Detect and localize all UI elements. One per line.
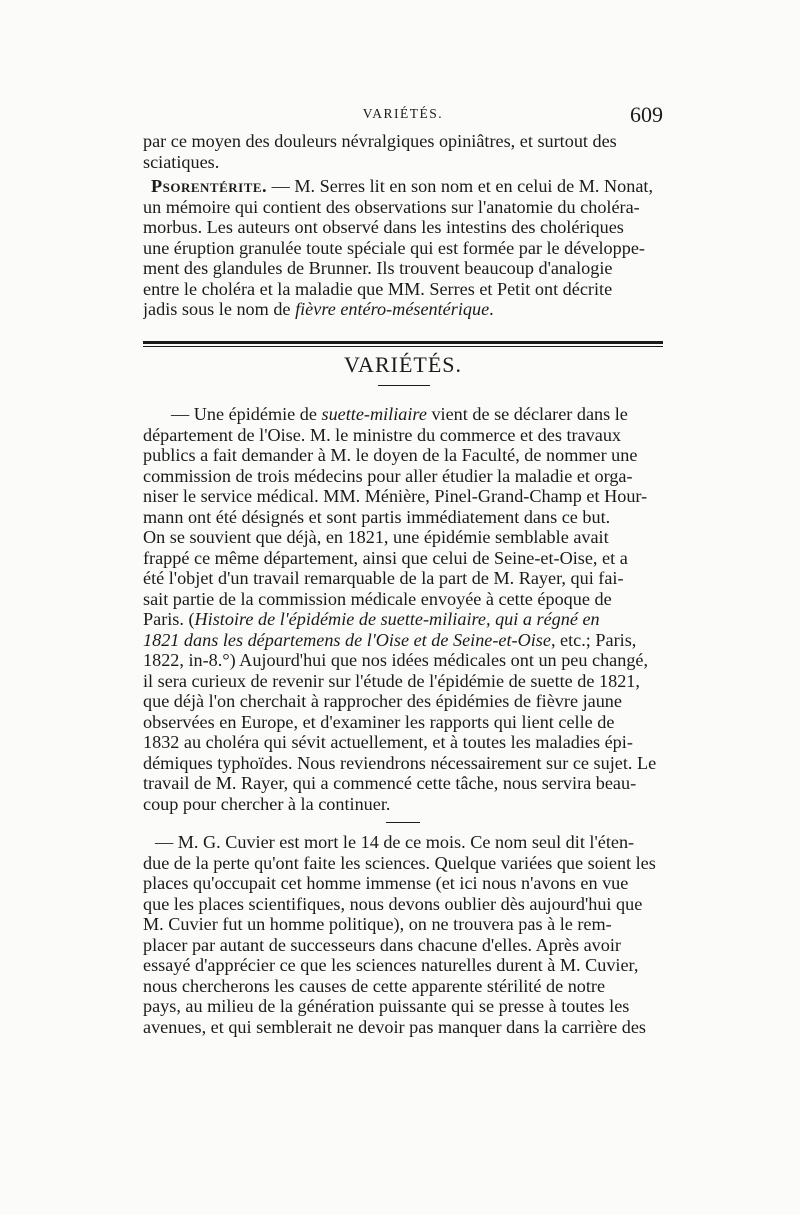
text-line: nous chercherons les causes de cette apparente stérilité de notre bbox=[143, 975, 606, 996]
text-line: sait partie de la commission médicale envoyée à cette époque de bbox=[143, 588, 612, 609]
text-line: pays, au milieu de la génération puissante qui se presse à toutes les bbox=[143, 996, 630, 1016]
text-line: observées en Europe, et d'examiner les rapports qui lient celle de bbox=[143, 711, 615, 732]
text-line: mann ont été désignés et sont partis immédiatement dans ce but. bbox=[143, 506, 611, 527]
text-line: placer par autant de successeurs dans chacune d'elles. Après avoir bbox=[143, 934, 621, 955]
text-line: 1832 au choléra qui sévit actuellement, et à toutes les maladies épi- bbox=[143, 732, 633, 752]
text-line bbox=[143, 299, 663, 320]
text-line: places qu'occupait cet homme immense (et ici nous n'avons en vue bbox=[143, 873, 629, 893]
separator-rule bbox=[386, 822, 420, 823]
text-span: , etc.; Paris, bbox=[550, 629, 637, 650]
text-line: un mémoire qui contient des observations sur l'anatomie du choléra- bbox=[143, 196, 640, 217]
text-line: été l'objet d'un travail remarquable de la part de M. Rayer, qui fai- bbox=[143, 568, 624, 588]
page-number: 609 bbox=[630, 102, 663, 127]
text-line bbox=[143, 176, 663, 197]
text-line: avenues, et qui semblerait ne devoir pas manquer dans la carrière des bbox=[143, 1016, 646, 1037]
italic-citation: 1821 dans les départemens de l'Oise et de Seine-et-Oise bbox=[143, 629, 551, 650]
text-line: il sera curieux de revenir sur l'étude de l'épidémie de suette de 1821, bbox=[143, 670, 640, 691]
text-line: frappé ce même département, ainsi que celui de Seine-et-Oise, et a bbox=[143, 547, 628, 568]
suette-paragraph bbox=[143, 404, 663, 814]
text-line: que déjà l'on cherchait à rapprocher des épidémies de fièvre jaune bbox=[143, 691, 622, 711]
text-line: publics a fait demander à M. le doyen de la Faculté, de nommer une bbox=[143, 445, 638, 465]
psorenterite-first-line: — M. Serres lit en son nom et en celui de M. Nonat, bbox=[267, 176, 653, 196]
text-span: — Une épidémie de bbox=[171, 404, 322, 424]
text-line: niser le service médical. MM. Ménière, Pinel-Grand-Champ et Hour- bbox=[143, 486, 648, 506]
text-line: démiques typhoïdes. Nous reviendrons nécessairement sur ce sujet. Le bbox=[143, 752, 657, 773]
text-line: On se souvient que déjà, en 1821, une épidémie semblable avait bbox=[143, 527, 609, 547]
text-span: vient de se déclarer dans le bbox=[426, 404, 628, 424]
text-line: sciatiques. bbox=[143, 151, 220, 172]
text-line: une éruption granulée toute spéciale qui est formée par le développe- bbox=[143, 237, 645, 258]
text-line bbox=[143, 609, 663, 630]
text-line: ment des glandules de Brunner. Ils trouvent beaucoup d'analogie bbox=[143, 258, 613, 278]
section-rule-thin bbox=[143, 346, 663, 347]
cuvier-paragraph bbox=[143, 832, 663, 1037]
text-line bbox=[143, 630, 663, 651]
text-line: morbus. Les auteurs ont observé dans les intestins des cholériques bbox=[143, 217, 624, 237]
section-rule-thick bbox=[143, 341, 663, 344]
text-line: 1822, in-8.°) Aujourd'hui que nos idées médicales ont un peu changé, bbox=[143, 650, 649, 670]
text-line: entre le choléra et la maladie que MM. Serres et Petit ont décrite bbox=[143, 278, 613, 299]
text-line: coup pour chercher à la continuer. bbox=[143, 793, 391, 814]
psorenterite-paragraph bbox=[143, 176, 663, 320]
italic-citation: Histoire de l'épidémie de suette-miliaire, qui a régné en bbox=[194, 609, 600, 629]
title-underline bbox=[378, 385, 430, 386]
top-paragraph bbox=[143, 131, 663, 172]
running-head bbox=[143, 104, 663, 128]
text-span: . bbox=[489, 299, 494, 319]
italic-term: suette-miliaire bbox=[321, 404, 427, 424]
text-line: travail de M. Rayer, qui a commencé cette tâche, nous servira beau- bbox=[143, 773, 637, 793]
text-line: commission de trois médecins pour aller étudier la maladie et orga- bbox=[143, 465, 633, 486]
psorenterite-heading: Psorentérite. bbox=[151, 176, 268, 196]
text-line: due de la perte qu'ont faite les sciences. Quelque variées que soient les bbox=[143, 852, 656, 873]
text-span: jadis sous le nom de bbox=[143, 299, 296, 319]
text-span: Paris. ( bbox=[143, 609, 195, 629]
text-line: département de l'Oise. M. le ministre du commerce et des travaux bbox=[143, 424, 622, 445]
text-line: par ce moyen des douleurs névralgiques opiniâtres, et surtout des bbox=[143, 131, 617, 151]
text-line: que les places scientifiques, nous devons oublier dès aujourd'hui que bbox=[143, 893, 643, 914]
section-title: VARIÉTÉS. bbox=[344, 352, 462, 377]
text-line bbox=[143, 404, 663, 425]
running-title: VARIÉTÉS. bbox=[362, 106, 444, 121]
text-line: M. Cuvier fut un homme politique), on ne trouvera pas à le rem- bbox=[143, 914, 612, 934]
text-line: essayé d'apprécier ce que les sciences naturelles durent à M. Cuvier, bbox=[143, 955, 639, 975]
italic-disease-name: fièvre entéro-mésentérique bbox=[295, 299, 490, 319]
text-line: — M. G. Cuvier est mort le 14 de ce mois. Ce nom seul dit l'éten- bbox=[155, 832, 635, 852]
